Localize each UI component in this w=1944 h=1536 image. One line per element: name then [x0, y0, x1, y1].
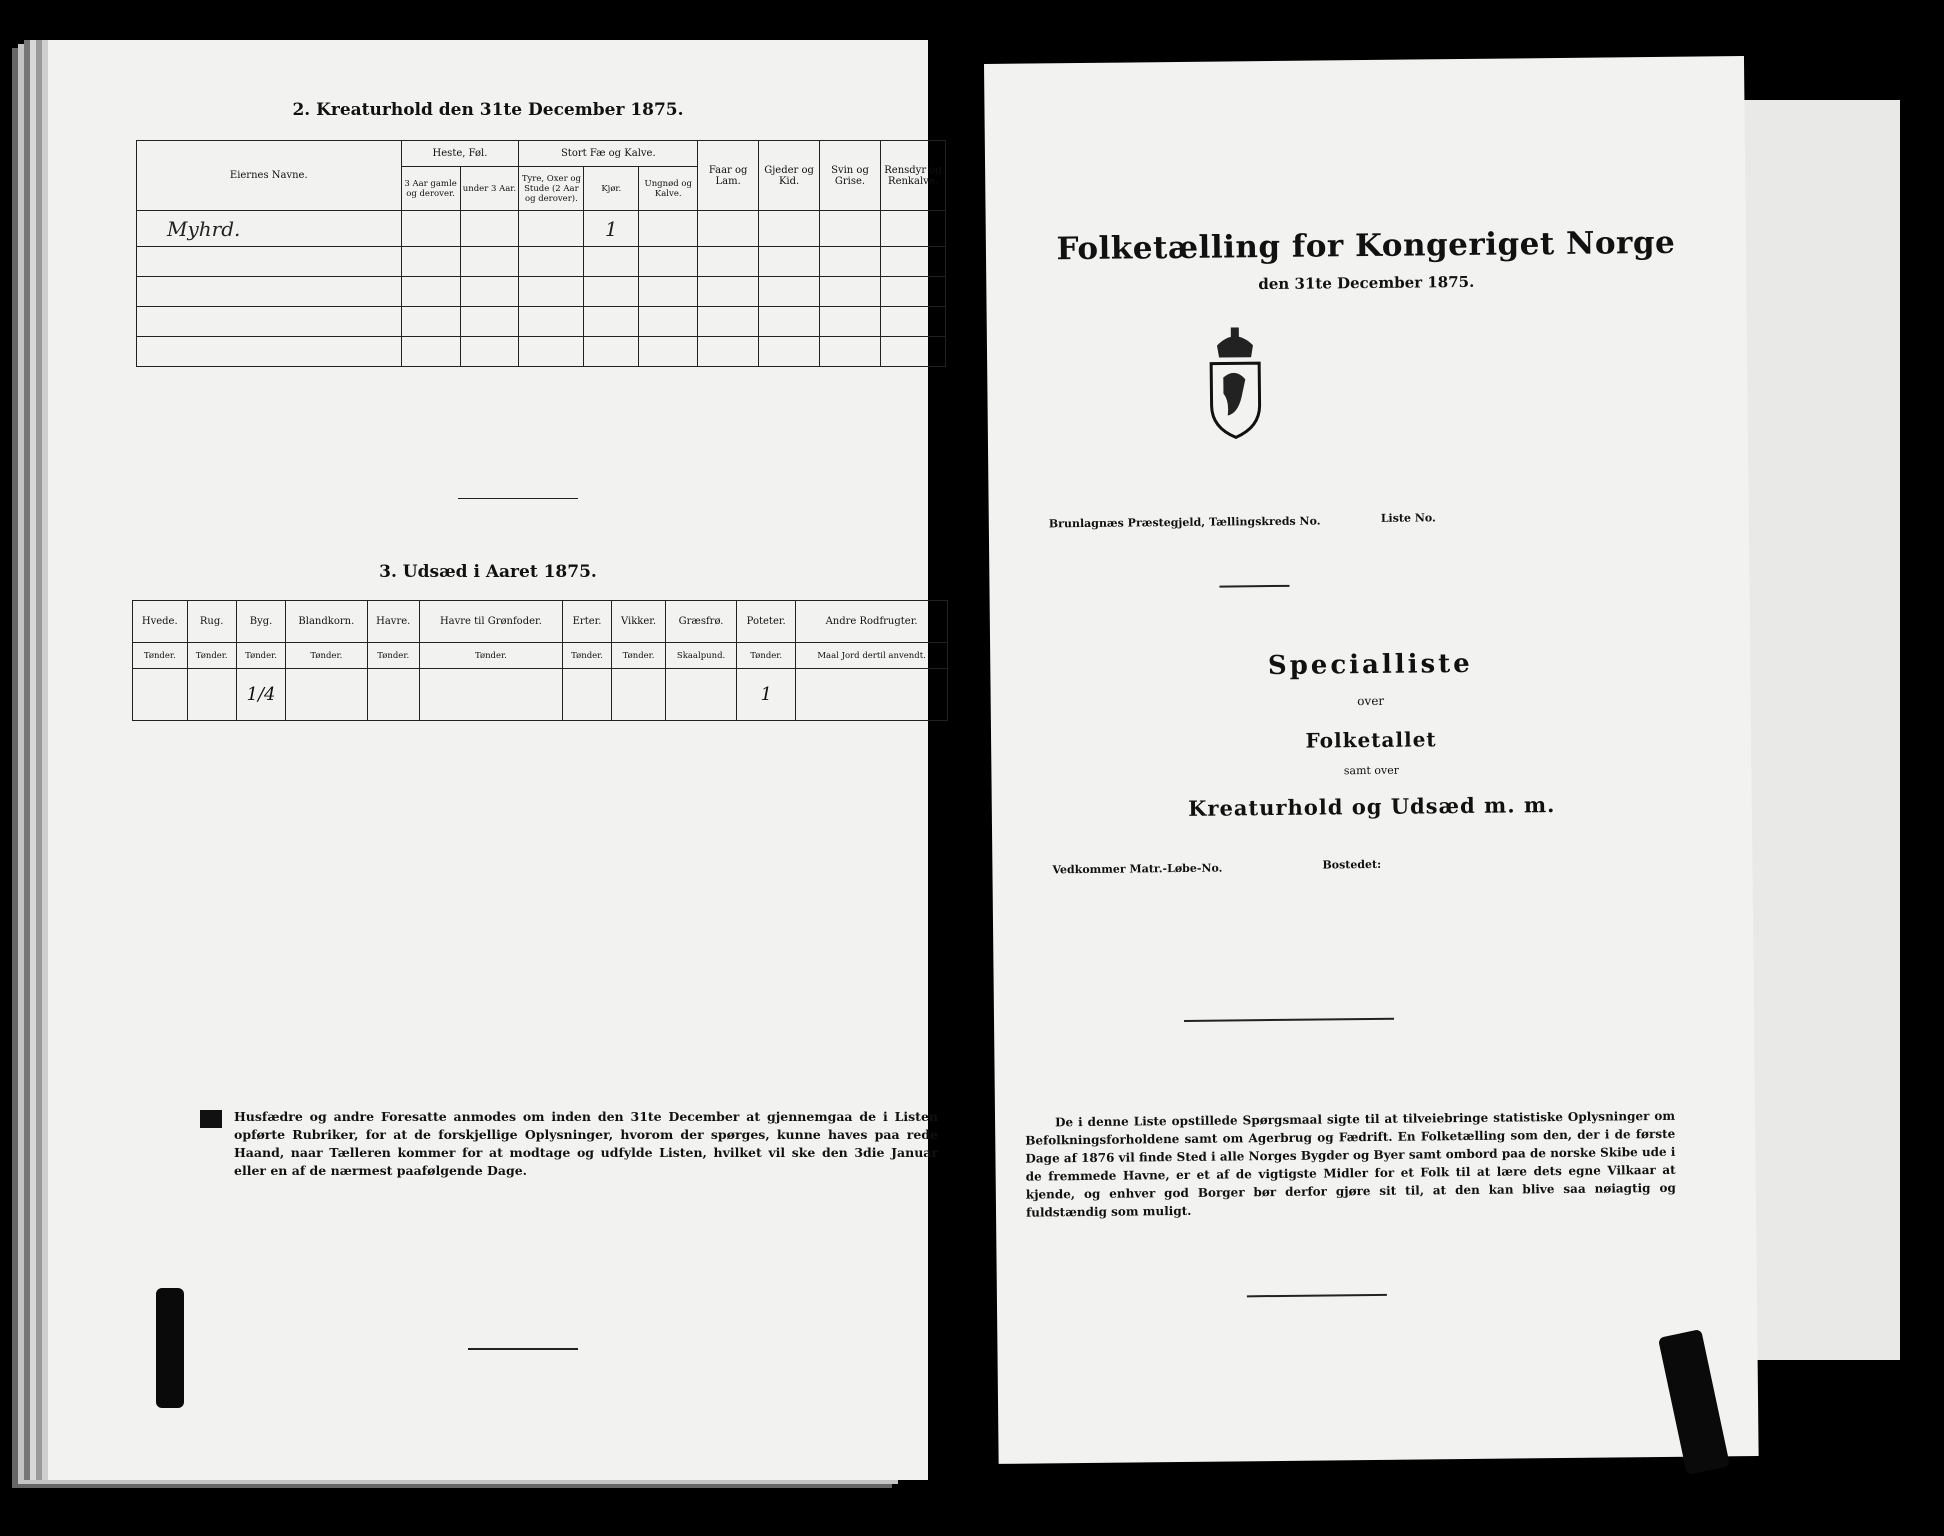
over-label: over: [1357, 693, 1385, 709]
seed-col-header: Andre Rodfrugter.: [796, 601, 948, 643]
seed-col-header: Hvede.: [133, 601, 188, 643]
section3-title: 3. Udsæd i Aaret 1875.: [379, 562, 597, 582]
seed-value: [133, 669, 188, 721]
seed-value: 1/4: [236, 669, 285, 721]
seed-col-header: Erter.: [562, 601, 611, 643]
seed-value: [796, 669, 948, 721]
seed-col-header: Havre til Grønfoder.: [419, 601, 562, 643]
binding-tab: [156, 1288, 184, 1408]
census-title: Folketælling for Kongeriget Norge: [1056, 224, 1676, 268]
livestock-table: [136, 140, 946, 367]
notice-text: Husfædre og andre Foresatte anmodes om inden den 31te December at gjennemgaa de i Listen opførte Rubriker, for at de forskjellige Oplysninger, hvorom der spørges, kunne haves paa rede Haand, naar Tælleren kommer for at modtage og udfylde Listen, hvilket vil ske den 3die Januar eller en af de nærmest paafølgende Dage.: [234, 1109, 938, 1178]
seed-unit: Tønder.: [737, 643, 796, 669]
seed-value: [562, 669, 611, 721]
footer-text: De i denne Liste opstillede Spørgsmaal sigte til at tilveiebringe statistiske Oplysninger om Befolkningsforholdene samt om Agerbrug og Fædrift. En Folketælling som den, der i de første Dage af 1876 vil finde Sted i alle Norges Bygder og Byer samt ombord paa de norske Skibe ude i de fremmede Havne, er et af de vigtigste Midler for et Folk til at lære dets egne Vilkaar at kjende, og enhver god Borger bør derfor gjøre sit til, at den kan blive saa nøiagtig og fuldstændig som muligt.: [1025, 1108, 1676, 1220]
seed-value: [419, 669, 562, 721]
divider: [1219, 585, 1289, 588]
folketallet-label: Folketallet: [1305, 727, 1437, 753]
seed-unit: Tønder.: [612, 643, 666, 669]
seed-value: [612, 669, 666, 721]
sub-horses-young: under 3 Aar.: [460, 167, 519, 211]
seed-value: [187, 669, 236, 721]
seed-unit: Tønder.: [187, 643, 236, 669]
census-date: den 31te December 1875.: [1258, 272, 1475, 294]
divider: [458, 498, 578, 499]
sub-young: Ungnød og Kalve.: [639, 167, 698, 211]
list-no: Liste No.: [1380, 511, 1436, 525]
table-row: [137, 277, 946, 307]
sub-horses-old: 3 Aar gamle og derover.: [401, 167, 460, 211]
seed-unit: Tønder.: [236, 643, 285, 669]
divider: [1184, 1018, 1394, 1022]
seed-value: [665, 669, 736, 721]
table-row: [137, 247, 946, 277]
right-page: [984, 56, 1759, 1464]
divider: [468, 1348, 578, 1350]
owner-name: Myhrd.: [167, 216, 241, 241]
seed-unit: Maal Jord dertil anvendt.: [796, 643, 948, 669]
col-sheep: Faar og Lam.: [698, 141, 759, 211]
seed-unit: Tønder.: [367, 643, 419, 669]
pointing-hand-icon: [200, 1110, 222, 1128]
seed-col-header: Græsfrø.: [665, 601, 736, 643]
seed-value: 1: [737, 669, 796, 721]
col-reindeer: Rensdyr og Renkalve.: [880, 141, 945, 211]
left-page: [48, 40, 942, 1480]
seed-value: [367, 669, 419, 721]
seed-col-header: Poteter.: [737, 601, 796, 643]
sub-bulls: Tyre, Oxer og Stude (2 Aar og derover).: [519, 167, 584, 211]
col-owner: Eiernes Navne.: [137, 141, 402, 211]
seed-unit: Tønder.: [286, 643, 367, 669]
seed-col-header: Byg.: [236, 601, 285, 643]
seed-unit: Skaalpund.: [665, 643, 736, 669]
seed-unit: Tønder.: [419, 643, 562, 669]
divider: [1247, 1294, 1387, 1297]
special-title: Specialliste: [1267, 648, 1473, 682]
parish-line: Brunlagnæs Præstegjeld, Tællingskreds No.: [1048, 514, 1321, 531]
table-row: [137, 307, 946, 337]
cows-value: 1: [604, 216, 618, 241]
table-row: [137, 211, 946, 247]
kreaturhold-label: Kreaturhold og Udsæd m. m.: [1188, 792, 1556, 821]
seed-col-header: Blandkorn.: [286, 601, 367, 643]
col-pigs: Svin og Grise.: [820, 141, 881, 211]
seed-col-header: Havre.: [367, 601, 419, 643]
group-horses: Heste, Føl.: [401, 141, 519, 167]
matr-label: Vedkommer Matr.-Løbe-No.: [1052, 861, 1223, 877]
seed-value: [286, 669, 367, 721]
seed-col-header: Rug.: [187, 601, 236, 643]
table-row: [137, 337, 946, 367]
seed-col-header: Vikker.: [612, 601, 666, 643]
samt-over-label: samt over: [1343, 763, 1400, 778]
group-cattle: Stort Fæ og Kalve.: [519, 141, 698, 167]
bostedet-label: Bostedet:: [1322, 857, 1382, 872]
sub-cows: Kjør.: [584, 167, 639, 211]
section2-title: 2. Kreaturhold den 31te December 1875.: [292, 100, 684, 120]
coat-of-arms-icon: [1205, 327, 1266, 440]
seed-unit: Tønder.: [133, 643, 188, 669]
seed-table: [132, 600, 948, 721]
seed-unit: Tønder.: [562, 643, 611, 669]
col-goats: Gjeder og Kid.: [759, 141, 820, 211]
